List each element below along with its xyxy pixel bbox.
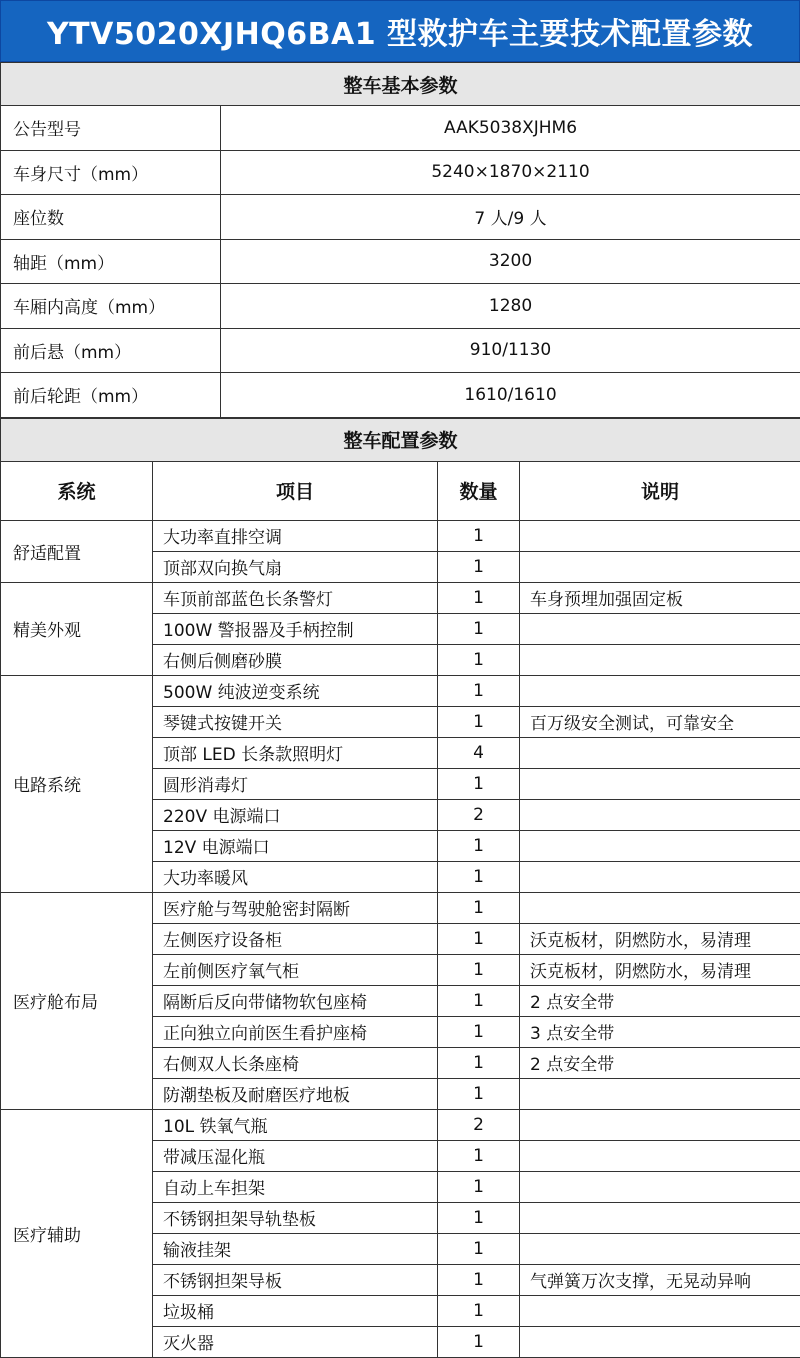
header-system: 系统 xyxy=(1,461,153,520)
item-cell: 顶部 LED 长条款照明灯 xyxy=(153,737,438,768)
qty-cell: 1 xyxy=(438,1171,520,1202)
item-cell: 12V 电源端口 xyxy=(153,830,438,861)
basic-param-label: 车厢内高度（mm） xyxy=(1,284,221,329)
basic-param-value: 1280 xyxy=(221,284,800,329)
qty-cell: 1 xyxy=(438,861,520,892)
item-cell: 自动上车担架 xyxy=(153,1171,438,1202)
system-cell: 医疗舱布局 xyxy=(1,892,153,1109)
qty-cell: 1 xyxy=(438,551,520,582)
config-section-header: 整车配置参数 xyxy=(1,418,800,461)
item-cell: 左侧医疗设备柜 xyxy=(153,923,438,954)
basic-param-value: AAK5038XJHM6 xyxy=(221,106,800,151)
note-cell xyxy=(520,830,800,861)
item-cell: 垃圾桶 xyxy=(153,1295,438,1326)
note-cell xyxy=(520,799,800,830)
item-cell: 带减压湿化瓶 xyxy=(153,1140,438,1171)
basic-param-value: 3200 xyxy=(221,239,800,284)
item-cell: 不锈钢担架导轨垫板 xyxy=(153,1202,438,1233)
qty-cell: 1 xyxy=(438,1016,520,1047)
item-cell: 大功率直排空调 xyxy=(153,520,438,551)
item-cell: 10L 铁氧气瓶 xyxy=(153,1109,438,1140)
qty-cell: 1 xyxy=(438,1202,520,1233)
basic-param-label: 公告型号 xyxy=(1,106,221,151)
qty-cell: 1 xyxy=(438,830,520,861)
note-cell xyxy=(520,1233,800,1264)
item-cell: 顶部双向换气扇 xyxy=(153,551,438,582)
basic-param-row xyxy=(1,373,800,418)
item-cell: 车顶前部蓝色长条警灯 xyxy=(153,582,438,613)
basic-param-label: 座位数 xyxy=(1,195,221,240)
note-cell xyxy=(520,1078,800,1109)
basic-param-row xyxy=(1,150,800,195)
qty-cell: 1 xyxy=(438,768,520,799)
note-cell: 百万级安全测试，可靠安全 xyxy=(520,706,800,737)
basic-param-row xyxy=(1,106,800,151)
qty-cell: 1 xyxy=(438,892,520,923)
qty-cell: 1 xyxy=(438,1140,520,1171)
basic-param-value: 1610/1610 xyxy=(221,373,800,418)
qty-cell: 1 xyxy=(438,582,520,613)
system-cell: 精美外观 xyxy=(1,582,153,675)
qty-cell: 1 xyxy=(438,1078,520,1109)
note-cell xyxy=(520,520,800,551)
note-cell xyxy=(520,861,800,892)
item-cell: 220V 电源端口 xyxy=(153,799,438,830)
qty-cell: 1 xyxy=(438,1047,520,1078)
config-row xyxy=(1,520,800,551)
item-cell: 琴键式按键开关 xyxy=(153,706,438,737)
item-cell: 不锈钢担架导板 xyxy=(153,1264,438,1295)
note-cell xyxy=(520,1202,800,1233)
header-note: 说明 xyxy=(520,461,800,520)
system-cell: 舒适配置 xyxy=(1,520,153,582)
basic-param-label: 车身尺寸（mm） xyxy=(1,150,221,195)
basic-param-label: 前后悬（mm） xyxy=(1,328,221,373)
note-cell xyxy=(520,1295,800,1326)
note-cell xyxy=(520,644,800,675)
header-item: 项目 xyxy=(153,461,438,520)
qty-cell: 1 xyxy=(438,1326,520,1357)
note-cell xyxy=(520,1109,800,1140)
note-cell: 沃克板材，阴燃防水，易清理 xyxy=(520,923,800,954)
basic-param-row xyxy=(1,239,800,284)
item-cell: 100W 警报器及手柄控制 xyxy=(153,613,438,644)
item-cell: 圆形消毒灯 xyxy=(153,768,438,799)
item-cell: 防潮垫板及耐磨医疗地板 xyxy=(153,1078,438,1109)
page-title: YTV5020XJHQ6BA1 型救护车主要技术配置参数 xyxy=(0,0,800,62)
basic-section-header: 整车基本参数 xyxy=(1,63,800,106)
note-cell xyxy=(520,1326,800,1357)
note-cell: 2 点安全带 xyxy=(520,1047,800,1078)
note-cell xyxy=(520,613,800,644)
note-cell xyxy=(520,737,800,768)
qty-cell: 1 xyxy=(438,954,520,985)
config-row xyxy=(1,675,800,706)
basic-param-value: 7 人/9 人 xyxy=(221,195,800,240)
item-cell: 右侧后侧磨砂膜 xyxy=(153,644,438,675)
item-cell: 隔断后反向带储物软包座椅 xyxy=(153,985,438,1016)
item-cell: 左前侧医疗氧气柜 xyxy=(153,954,438,985)
qty-cell: 1 xyxy=(438,985,520,1016)
note-cell xyxy=(520,1140,800,1171)
basic-param-row xyxy=(1,284,800,329)
item-cell: 大功率暖风 xyxy=(153,861,438,892)
qty-cell: 1 xyxy=(438,1295,520,1326)
qty-cell: 1 xyxy=(438,1264,520,1295)
basic-param-row xyxy=(1,328,800,373)
item-cell: 正向独立向前医生看护座椅 xyxy=(153,1016,438,1047)
note-cell xyxy=(520,1171,800,1202)
system-cell: 医疗辅助 xyxy=(1,1109,153,1357)
item-cell: 灭火器 xyxy=(153,1326,438,1357)
config-row xyxy=(1,1109,800,1140)
qty-cell: 4 xyxy=(438,737,520,768)
qty-cell: 1 xyxy=(438,1233,520,1264)
note-cell xyxy=(520,768,800,799)
note-cell: 3 点安全带 xyxy=(520,1016,800,1047)
item-cell: 右侧双人长条座椅 xyxy=(153,1047,438,1078)
qty-cell: 1 xyxy=(438,923,520,954)
qty-cell: 1 xyxy=(438,706,520,737)
basic-param-label: 轴距（mm） xyxy=(1,239,221,284)
note-cell: 2 点安全带 xyxy=(520,985,800,1016)
note-cell: 沃克板材，阴燃防水，易清理 xyxy=(520,954,800,985)
note-cell xyxy=(520,892,800,923)
basic-param-value: 910/1130 xyxy=(221,328,800,373)
qty-cell: 1 xyxy=(438,613,520,644)
config-row xyxy=(1,892,800,923)
config-params-table xyxy=(0,418,800,1358)
basic-param-row xyxy=(1,195,800,240)
item-cell: 输液挂架 xyxy=(153,1233,438,1264)
basic-params-table xyxy=(0,62,800,418)
note-cell xyxy=(520,675,800,706)
basic-param-label: 前后轮距（mm） xyxy=(1,373,221,418)
config-row xyxy=(1,582,800,613)
system-cell: 电路系统 xyxy=(1,675,153,892)
note-cell xyxy=(520,551,800,582)
header-qty: 数量 xyxy=(438,461,520,520)
qty-cell: 1 xyxy=(438,675,520,706)
qty-cell: 1 xyxy=(438,520,520,551)
item-cell: 医疗舱与驾驶舱密封隔断 xyxy=(153,892,438,923)
qty-cell: 2 xyxy=(438,1109,520,1140)
note-cell: 车身预埋加强固定板 xyxy=(520,582,800,613)
item-cell: 500W 纯波逆变系统 xyxy=(153,675,438,706)
note-cell: 气弹簧万次支撑，无晃动异响 xyxy=(520,1264,800,1295)
basic-param-value: 5240×1870×2110 xyxy=(221,150,800,195)
qty-cell: 1 xyxy=(438,644,520,675)
qty-cell: 2 xyxy=(438,799,520,830)
